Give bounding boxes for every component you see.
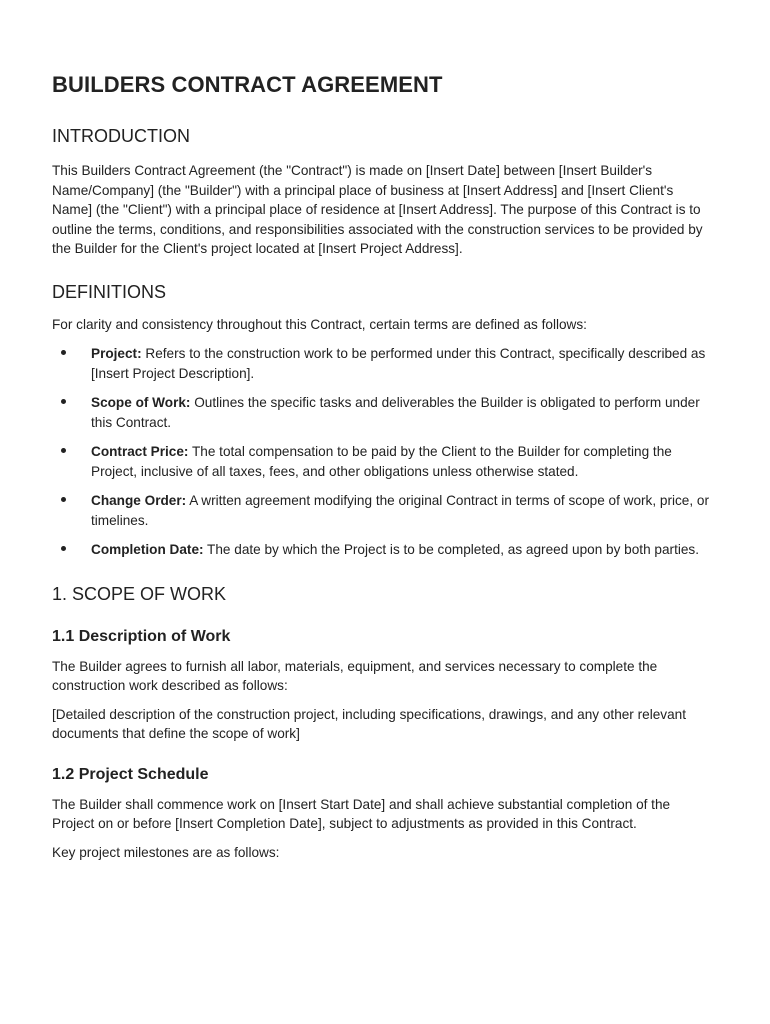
definition-text: The total compensation to be paid by the Client to the Builder for completing the Project, inclusive of all taxes, fees, and other obligations unless otherwise stated. [91, 444, 672, 479]
milestones-intro: Key project milestones are as follows: [52, 844, 280, 860]
bullet-icon [61, 497, 66, 502]
introduction-paragraph: This Builders Contract Agreement (the "Contract") is made on [Insert Date] between [Insert Builder's Name/Company] (the "Builder") with a principal place of business at [Insert Address] and [Insert Client's Name] (the "Client") with a principal place of residence at [Insert Address]. The purpose of this Contract is to outline the terms, conditions, and responsibilities associated with the construction services to be provided by the Builder for the Client's project located at [Insert Project Address]. [52, 163, 703, 256]
definition-term: Completion Date: [91, 542, 204, 557]
definitions-intro: For clarity and consistency throughout this Contract, certain terms are defined as follows: [52, 316, 587, 332]
bullet-icon [61, 448, 66, 453]
definition-item-project [52, 344, 714, 383]
definition-item-contract-price [52, 442, 714, 481]
definition-text: Refers to the construction work to be performed under this Contract, specifically described as [Insert Project Description]. [91, 346, 706, 381]
definition-item-scope-of-work [52, 393, 714, 432]
definition-text: Outlines the specific tasks and deliverables the Builder is obligated to perform under this Contract. [91, 395, 700, 430]
definition-term: Project: [91, 346, 142, 361]
description-of-work-paragraph: The Builder agrees to furnish all labor, materials, equipment, and services necessary to complete the construction work described as follows: [52, 658, 658, 693]
description-of-work-heading: 1.1 Description of Work [52, 627, 231, 645]
introduction-heading: INTRODUCTION [52, 126, 190, 146]
project-schedule-paragraph: The Builder shall commence work on [Insert Start Date] and shall achieve substantial completion of the Project on or before [Insert Completion Date], subject to adjustments as provided in this Contract. [52, 796, 671, 831]
definition-term: Contract Price: [91, 444, 189, 459]
description-placeholder-paragraph: [Detailed description of the construction project, including specifications, drawings, and any other relevant documents that define the scope of work] [52, 706, 686, 741]
definition-term: Scope of Work: [91, 395, 191, 410]
bullet-icon [61, 350, 66, 355]
project-schedule-heading: 1.2 Project Schedule [52, 765, 209, 783]
definitions-list [52, 344, 714, 560]
definition-item-completion-date [52, 540, 714, 560]
definition-text: The date by which the Project is to be completed, as agreed upon by both parties. [203, 542, 699, 557]
scope-of-work-heading: 1. SCOPE OF WORK [52, 583, 227, 604]
bullet-icon [61, 399, 66, 404]
definitions-heading: DEFINITIONS [52, 281, 167, 302]
definition-text: A written agreement modifying the original Contract in terms of scope of work, price, or timelines. [91, 493, 710, 528]
definition-item-change-order [52, 491, 714, 530]
definition-term: Change Order: [91, 493, 187, 508]
bullet-icon [61, 546, 66, 551]
document-title: BUILDERS CONTRACT AGREEMENT [52, 72, 443, 97]
